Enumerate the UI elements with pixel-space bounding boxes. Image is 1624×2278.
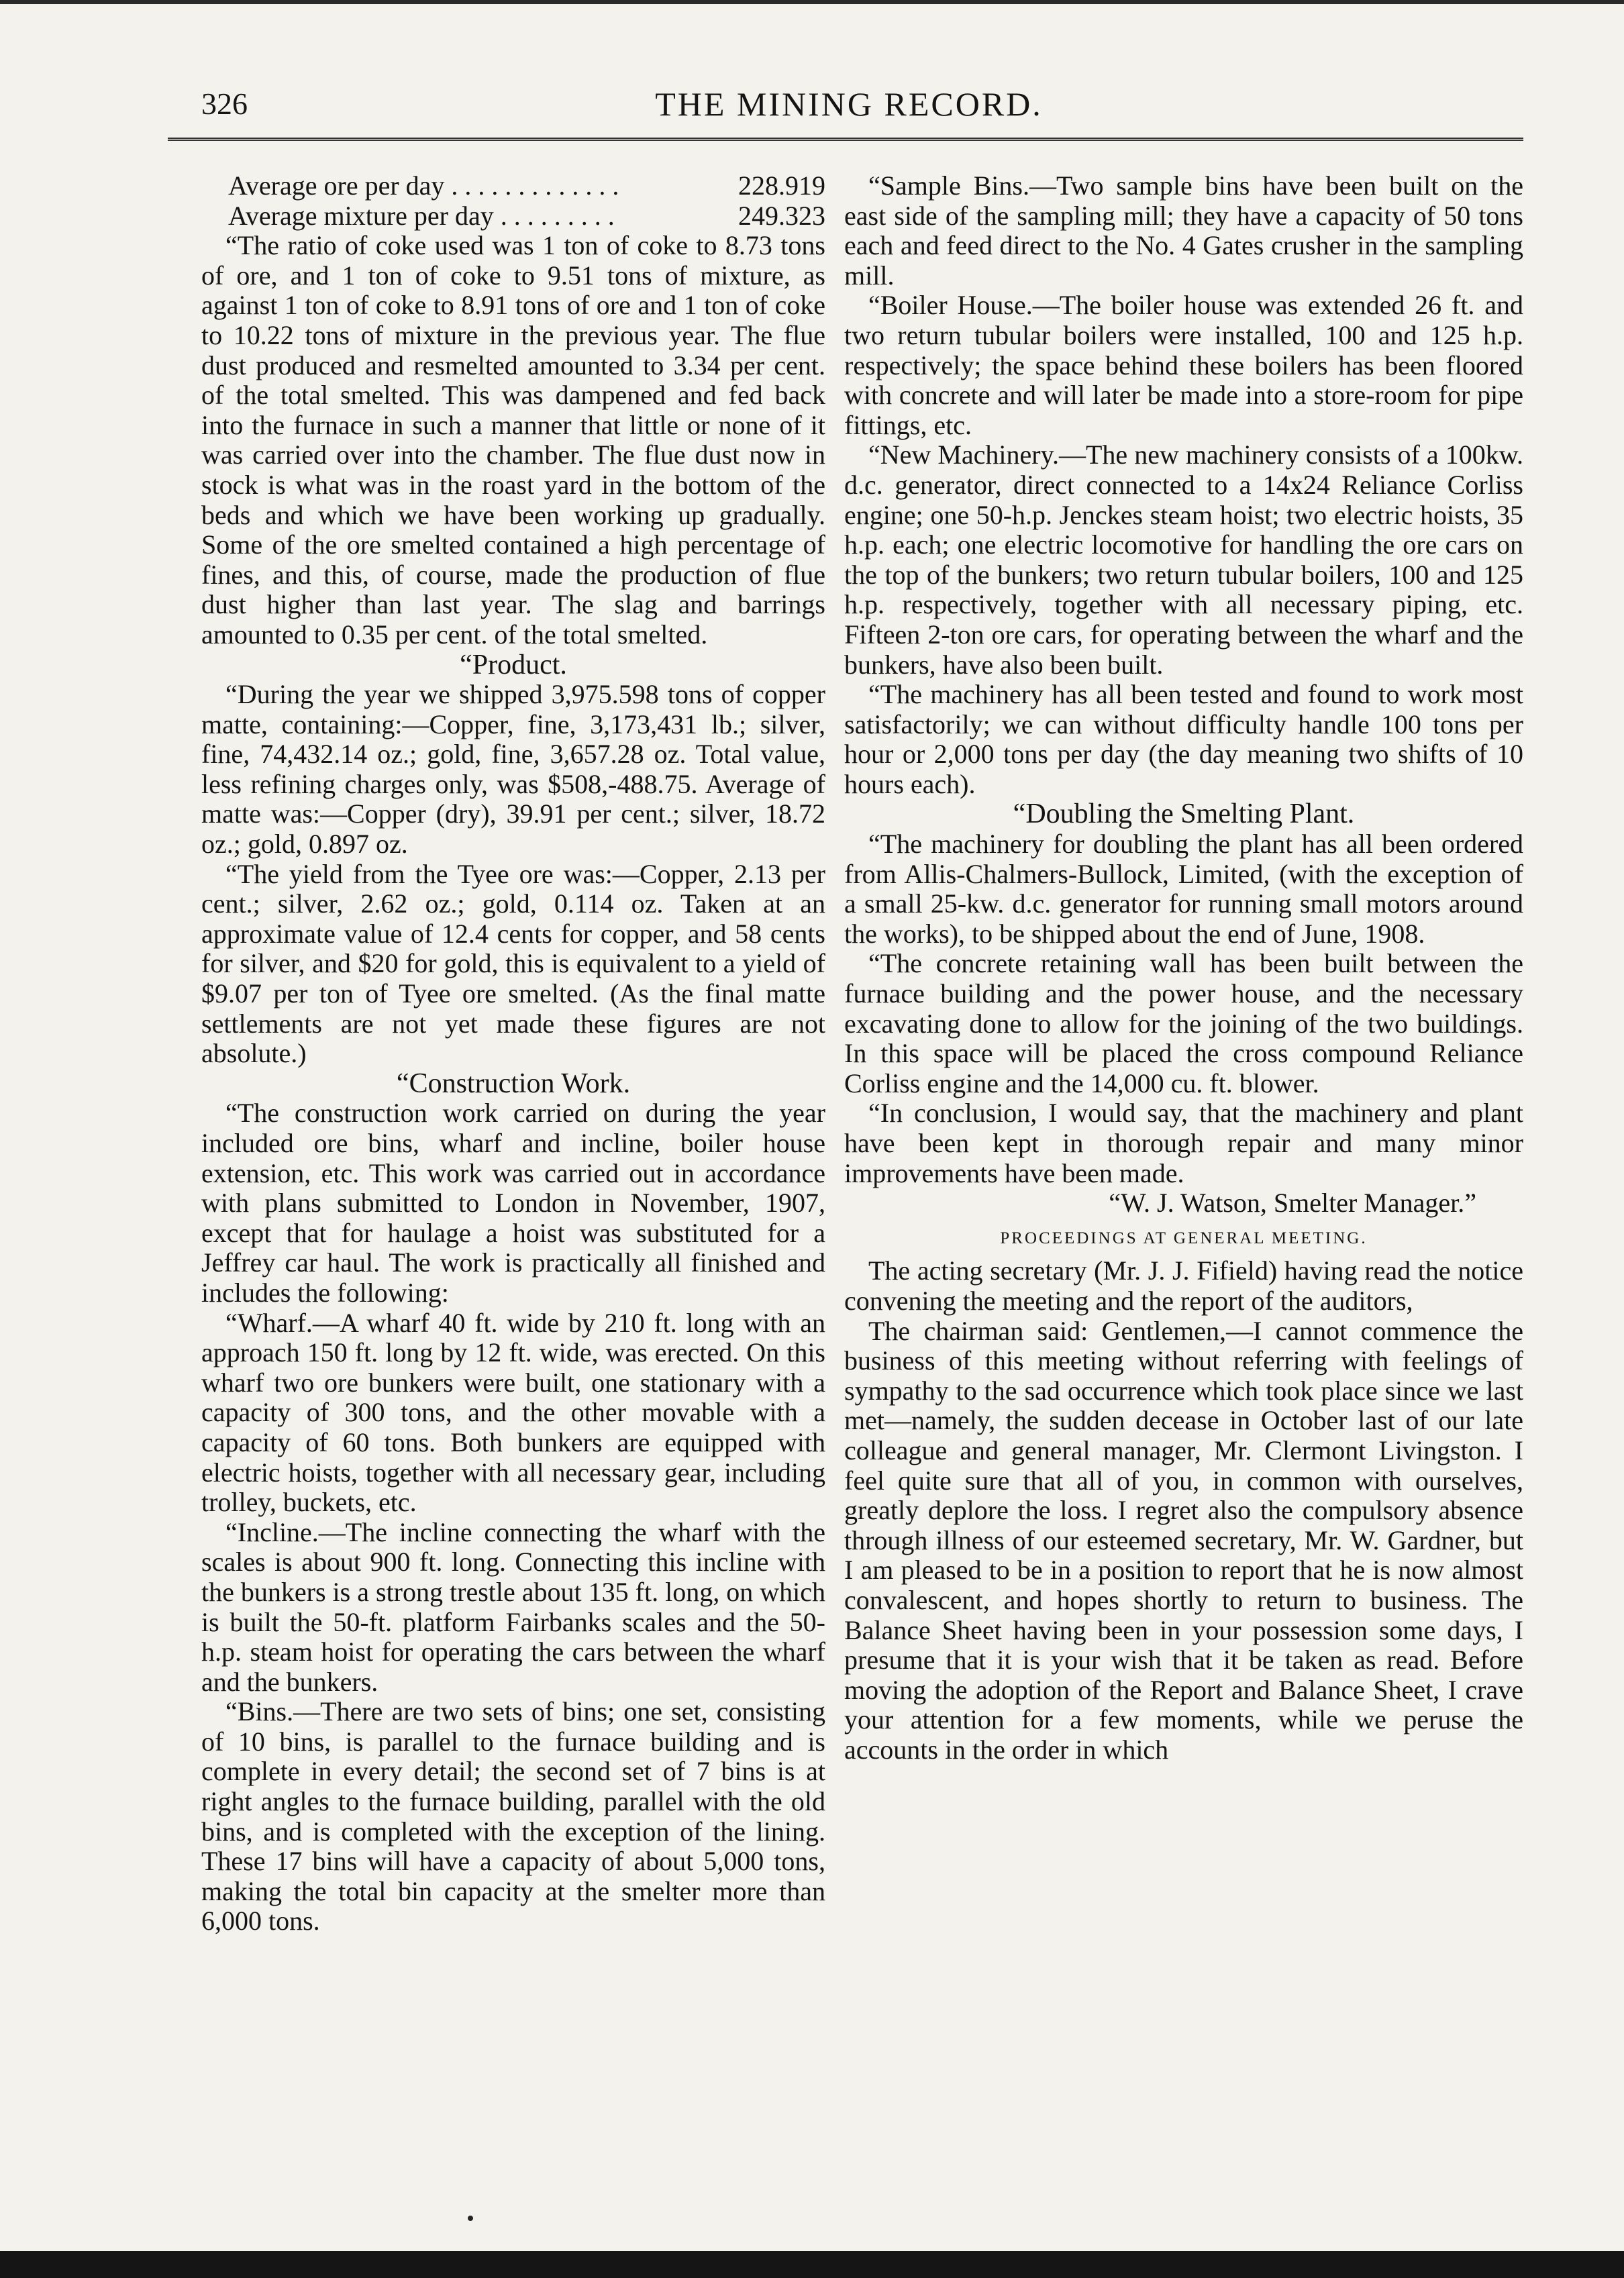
signature-line: “W. J. Watson, Smelter Manager.” bbox=[1109, 1188, 1476, 1219]
paragraph-wharf: “Wharf.—A wharf 40 ft. wide by 210 ft. long with an approach 150 ft. long by 12 ft. wide, was erected. On this wharf two ore bunkers were built, one stationary with a capacity of 300 tons, and the other movable with a capacity of 60 tons. Both bunkers are equipped with electric hoists, together with all necessary gear, including trolley, buckets, etc. bbox=[201, 1307, 825, 1518]
ink-dot bbox=[468, 2216, 473, 2221]
paragraph-chairman: The chairman said: Gentlemen,—I cannot commence the business of this meeting without referring with feelings of sympathy to the sad occurrence which took place since we last met—namely, the sudden decease in October last of our late colleague and general manager, Mr. Clermont Livingston. I feel quite sure that all of you, in common with ourselves, greatly deplore the loss. I regret also the compulsory absence through illness of our esteemed secretary, Mr. W. Gardner, but I am pleased to be in a position to report that he is now almost convalescent, and hopes shortly to return to business. The Balance Sheet having been in your possession some days, I presume that it is your wish that it be taken as read. Before moving the adoption of the Report and Balance Sheet, I crave your attention for a few moments, while we peruse the accounts in the order in which bbox=[844, 1315, 1523, 1765]
heading-doubling-plant: “Doubling the Smelting Plant. bbox=[1013, 798, 1355, 830]
stat-row bbox=[201, 171, 825, 201]
left-column bbox=[201, 171, 825, 1936]
paragraph-sample-bins: “Sample Bins.—Two sample bins have been built on the east side of the sampling mill; they have a capacity of 50 tons each and feed direct to the No. 4 Gates crusher in the sampling mill. bbox=[844, 170, 1523, 291]
paragraph-construction: “The construction work carried on during the year included ore bins, wharf and incline, boiler house extension, etc. This work was carried out in accordance with plans submitted to London in November, 1907, except that for haulage a hoist was substituted for a Jeffrey car haul. The work is practically all finished and includes the following: bbox=[201, 1098, 825, 1308]
paragraph-new-machinery: “New Machinery.—The new machinery consists of a 100kw. d.c. generator, direct connected to a 14x24 Reliance Corliss engine; one 50-h.p. Jenckes steam hoist; two electric hoists, 35 h.p. each; one electric locomotive for handling the ore cars on the top of the bunkers; two return tubular boilers, 100 and 125 h.p. respectively, together with all necessary piping, etc. Fifteen 2-ton ore cars, for operating between the wharf and the bunkers, have also been built. bbox=[844, 439, 1523, 680]
right-column bbox=[844, 171, 1523, 1765]
paragraph-coke-ratio: “The ratio of coke used was 1 ton of coke to 8.73 tons of ore, and 1 ton of coke to 9.51 tons of mixture, as against 1 ton of coke to 8.91 tons of ore and 1 ton of coke to 10.22 tons of mixture in the previous year. The flue dust produced and resmelted amounted to 3.34 per cent. of the total smelted. This was dampened and fed back into the furnace in such a manner that little or none of it was carried over into the chamber. The flue dust now in stock is what was in the roast yard in the bottom of the beds and which we have been working up gradually. Some of the ore smelted contained a high percentage of fines, and this, of course, made the production of flue dust higher than last year. The slag and barrings amounted to 0.35 per cent. of the total smelted. bbox=[201, 230, 825, 650]
stat-label: Average ore per day . . . . . . . . . . . . . bbox=[228, 170, 619, 201]
stat-row bbox=[201, 201, 825, 231]
paragraph-acting-secretary: The acting secretary (Mr. J. J. Fifield) having read the notice convening the meeting and the report of the auditors, bbox=[844, 1255, 1523, 1316]
paragraph-conclusion: “In conclusion, I would say, that the machinery and plant have been kept in thorough repair and many minor improvements have been made. bbox=[844, 1098, 1523, 1188]
top-border-rule bbox=[0, 0, 1624, 4]
stat-value: 249.323 bbox=[738, 200, 825, 231]
paragraph-incline: “Incline.—The incline connecting the wharf with the scales is about 900 ft. long. Connecting this incline with the bunkers is a strong trestle about 135 ft. long, on which is built the 50-ft. platform Fairbanks scales and the 50-h.p. steam hoist for operating the cars between the wharf and the bunkers. bbox=[201, 1516, 825, 1697]
paragraph-yield: “The yield from the Tyee ore was:—Copper, 2.13 per cent.; silver, 2.62 oz.; gold, 0.114 oz. Taken at an approximate value of 12.4 cents for copper, and 58 cents for silver, and $20 for gold, this is equivalent to a yield of $9.07 per ton of Tyee ore smelted. (As the final matte settlements are not yet made these figures are not absolute.) bbox=[201, 858, 825, 1069]
stat-label: Average mixture per day . . . . . . . . . bbox=[228, 200, 615, 231]
heading-product: “Product. bbox=[460, 649, 567, 680]
heading-construction-work: “Construction Work. bbox=[396, 1068, 631, 1099]
paragraph-shipped: “During the year we shipped 3,975.598 tons of copper matte, containing:—Copper, fine, 3,173,431 lb.; silver, fine, 74,432.14 oz.; gold, fine, 3,657.28 oz. Total value, less refining charges only, was $508,-488.75. Average of matte was:—Copper (dry), 39.91 per cent.; silver, 18.72 oz.; gold, 0.897 oz. bbox=[201, 679, 825, 860]
paragraph-boiler-house: “Boiler House.—The boiler house was extended 26 ft. and two return tubular boilers were installed, 100 and 125 h.p. respectively; the space behind these boilers has been floored with concrete and will later be made into a store-room for pipe fittings, etc. bbox=[844, 290, 1523, 440]
page-header bbox=[164, 79, 1533, 133]
paragraph-machinery-tested: “The machinery has all been tested and found to work most satisfactorily; we can without difficulty handle 100 tons per hour or 2,000 tons per day (the day meaning two shifts of 10 hours each). bbox=[844, 679, 1523, 799]
page-number: 326 bbox=[201, 87, 248, 121]
paragraph-bins: “Bins.—There are two sets of bins; one set, consisting of 10 bins, is parallel to the furnace building and is complete in every detail; the second set of 7 bins is at right angles to the furnace building, parallel with the old bins, and is completed with the exception of the lining. These 17 bins will have a capacity of about 5,000 tons, making the total bin capacity at the smelter more than 6,000 tons. bbox=[201, 1696, 825, 1936]
journal-title: THE MINING RECORD. bbox=[655, 85, 1043, 123]
header-rule bbox=[168, 138, 1523, 141]
paragraph-concrete-wall: “The concrete retaining wall has been built between the furnace building and the power house, and the necessary excavating done to allow for the joining of the two buildings. In this space will be placed the cross compound Reliance Corliss engine and the 14,000 cu. ft. blower. bbox=[844, 948, 1523, 1098]
bottom-border-rule bbox=[0, 2251, 1624, 2278]
stat-value: 228.919 bbox=[738, 170, 825, 201]
heading-proceedings: PROCEEDINGS AT GENERAL MEETING. bbox=[1000, 1229, 1368, 1247]
paragraph-doubling: “The machinery for doubling the plant has all been ordered from Allis-Chalmers-Bullock, Limited, (with the exception of a small 25-kw. d.c. generator for running small motors around the works), to be shipped about the end of June, 1908. bbox=[844, 829, 1523, 949]
